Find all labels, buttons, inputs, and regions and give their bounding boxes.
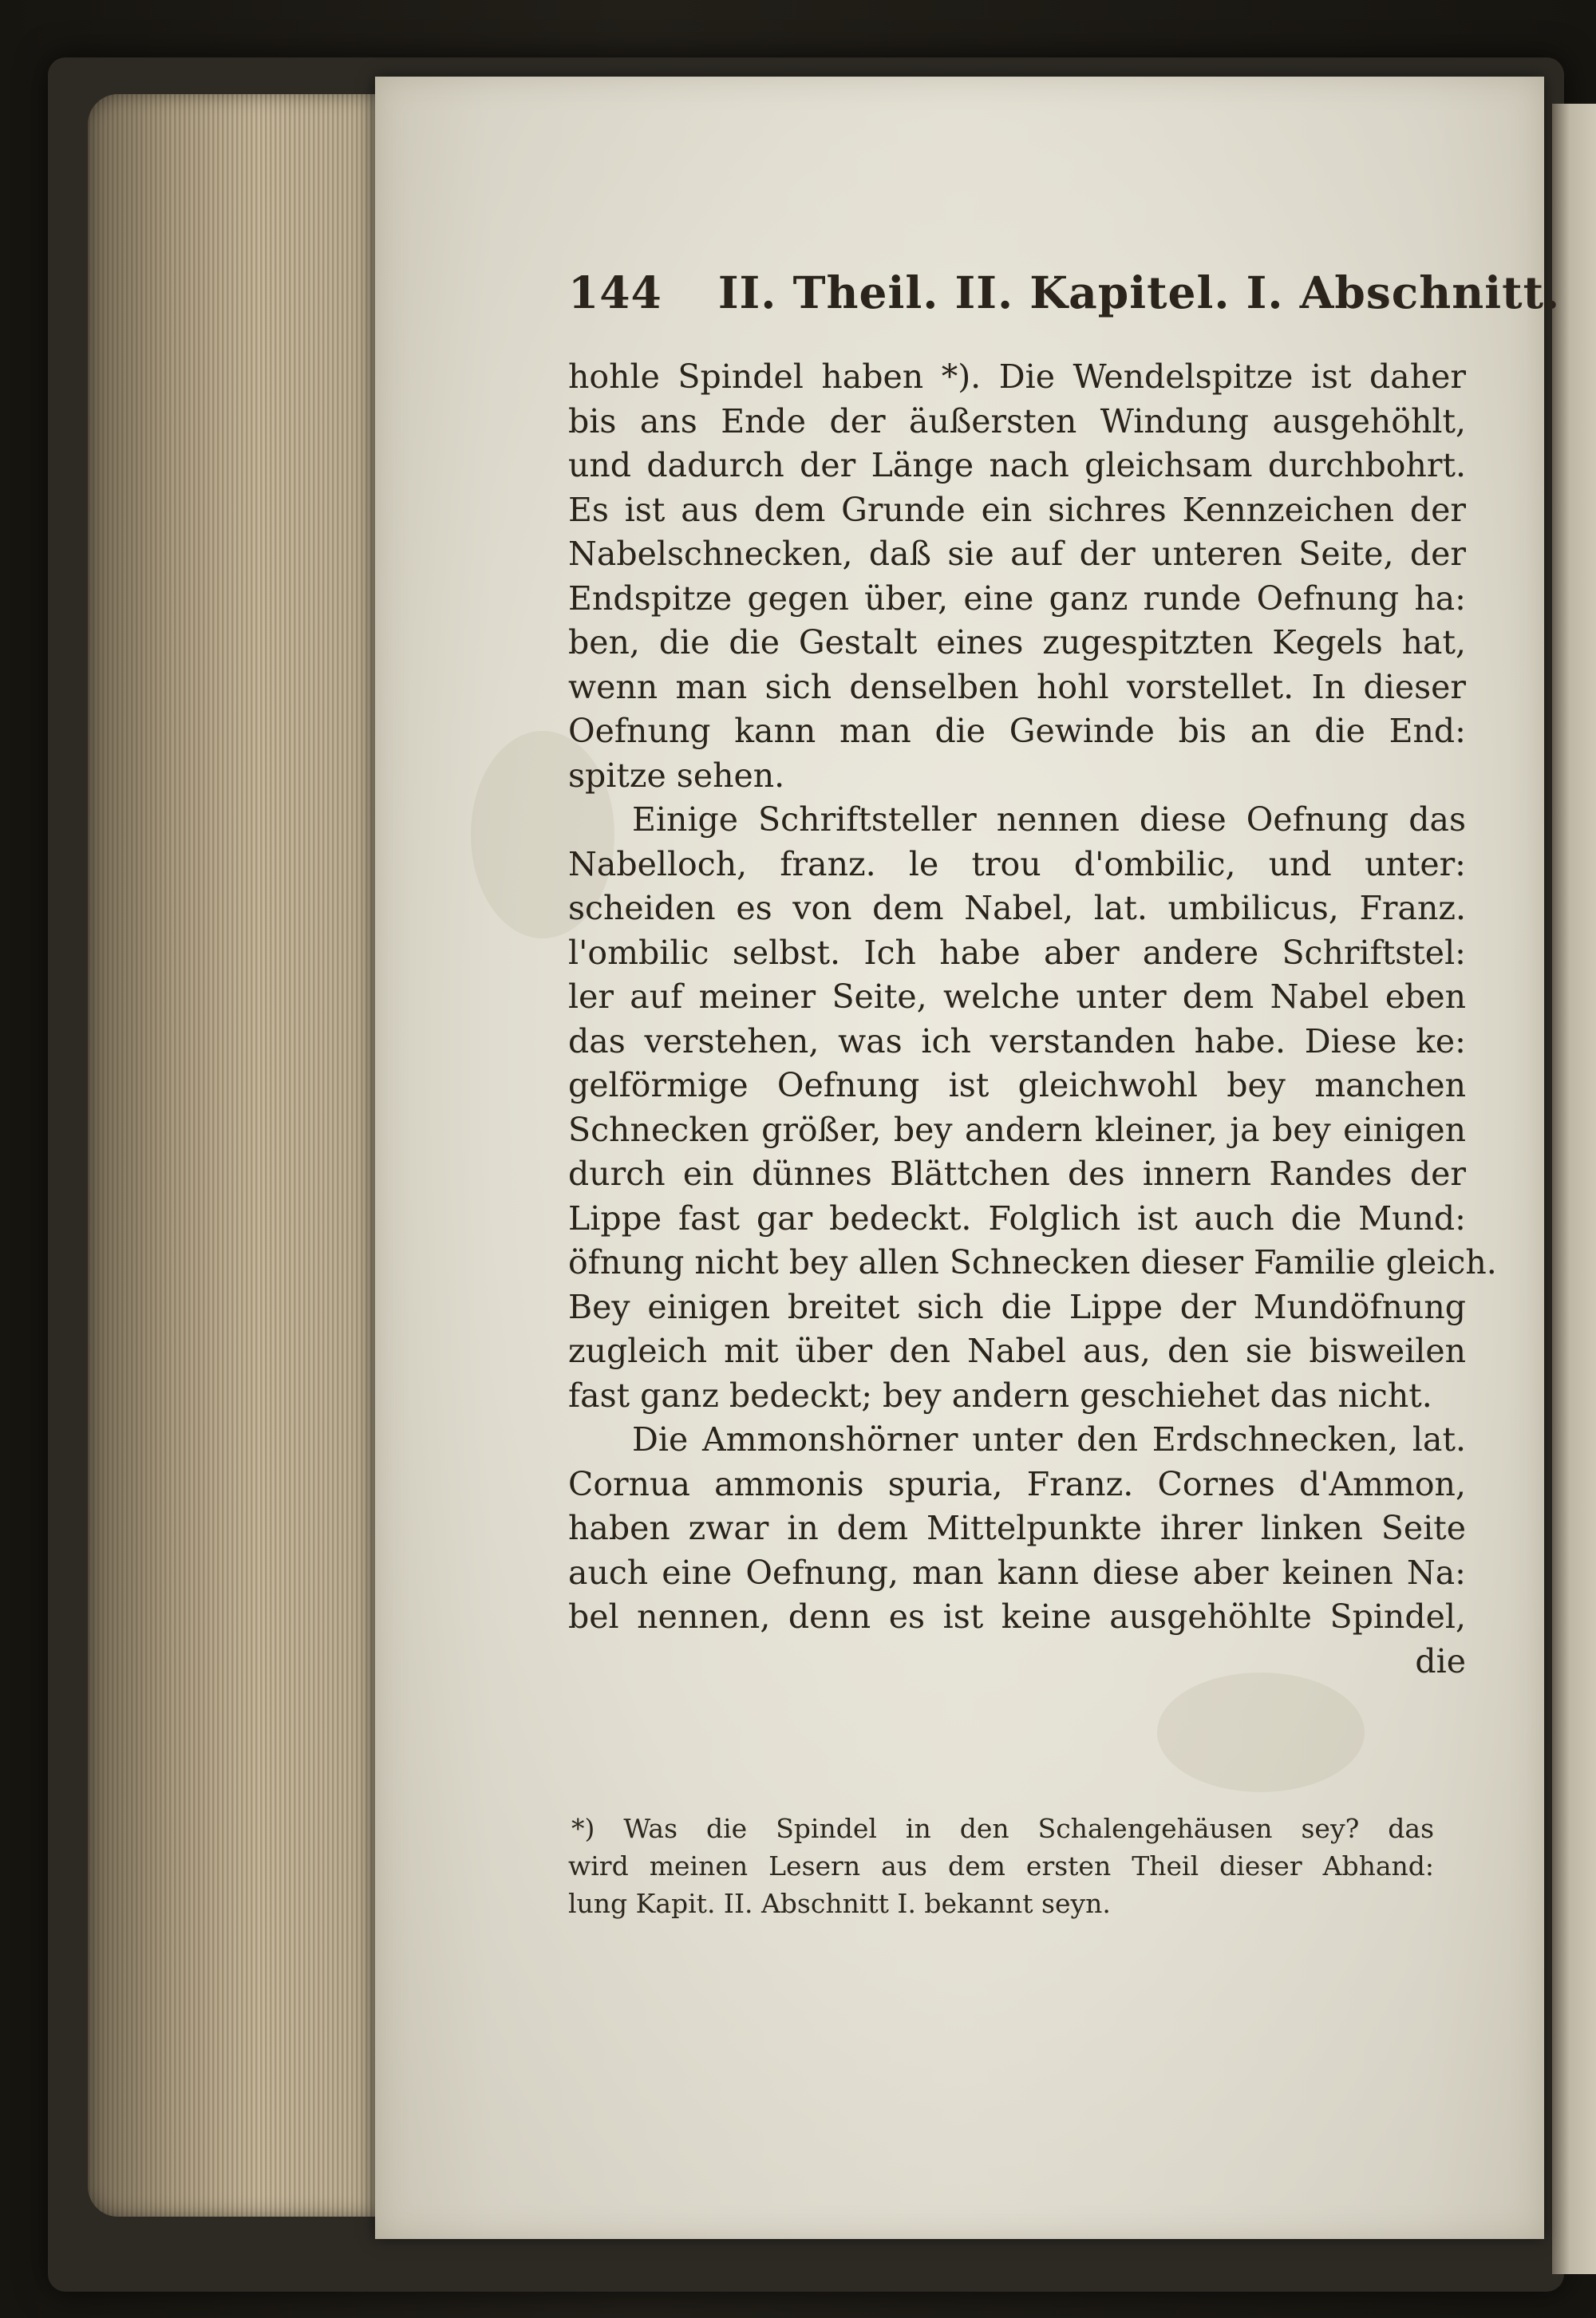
body-text xyxy=(568,355,1497,1684)
text-line: wenn man sich denselben hohl vorstellet. In dieser xyxy=(568,667,1466,706)
catchword: die xyxy=(1415,1641,1466,1680)
text-line: das verstehen, was ich verstanden habe. Diese ke: xyxy=(568,1021,1466,1060)
text-line: scheiden es von dem Nabel, lat. umbilicus, Franz. xyxy=(568,889,1466,927)
text-line: l'ombilic selbst. Ich habe aber andere Schriftstel: xyxy=(568,933,1466,972)
text-line: hohle Spindel haben *). Die Wendelspitze ist daher xyxy=(568,357,1466,396)
text-line: Es ist aus dem Grunde ein sichres Kennzeichen der xyxy=(568,490,1466,529)
running-header xyxy=(568,267,1561,318)
text-line: Lippe fast gar bedeckt. Folglich ist auch die Mund: xyxy=(568,1198,1466,1238)
page-number: 144 xyxy=(568,267,662,318)
text-line: ben, die die Gestalt eines zugespitzten Kegels hat, xyxy=(568,623,1466,661)
text-line: Nabelschnecken, daß sie auf der unteren Seite, der xyxy=(568,535,1466,573)
text-line: spitze sehen. xyxy=(568,756,785,795)
text-line: Nabelloch, franz. le trou d'ombilic, und unter: xyxy=(568,844,1466,883)
page-edges xyxy=(88,94,375,2217)
facing-page-edge xyxy=(1552,104,1596,2274)
text-line: Bey einigen breitet sich die Lippe der Mundöfnung xyxy=(568,1287,1466,1326)
text-line: ler auf meiner Seite, welche unter dem Nabel eben xyxy=(568,977,1466,1016)
text-line: Die Ammonshörner unter den Erdschnecken, lat. xyxy=(632,1420,1466,1459)
footnote-line: wird meinen Lesern aus dem ersten Theil dieser Abhand: xyxy=(568,1850,1434,1882)
text-line: Oefnung kann man die Gewinde bis an die End: xyxy=(568,712,1466,750)
paper-stain xyxy=(1157,1672,1365,1792)
footnote xyxy=(568,1810,1434,1922)
text-line: auch eine Oefnung, man kann diese aber keinen Na: xyxy=(568,1553,1466,1592)
footnote-line: lung Kapit. II. Abschnitt I. bekannt seyn. xyxy=(568,1888,1111,1919)
text-line: zugleich mit über den Nabel aus, den sie bisweilen xyxy=(568,1332,1466,1370)
text-line: haben zwar in dem Mittelpunkte ihrer linken Seite xyxy=(568,1509,1466,1547)
text-line: und dadurch der Länge nach gleichsam durchbohrt. xyxy=(568,446,1466,484)
text-line: Cornua ammonis spuria, Franz. Cornes d'Ammon, xyxy=(568,1464,1466,1503)
text-line: Schnecken größer, bey andern kleiner, ja bey einigen xyxy=(568,1110,1466,1149)
text-line: fast ganz bedeckt; bey andern geschiehet das nicht. xyxy=(568,1376,1432,1415)
text-line: gelförmige Oefnung ist gleichwohl bey manchen xyxy=(568,1066,1466,1104)
footnote-line: *) Was die Spindel in den Schalengehäusen sey? das xyxy=(571,1813,1434,1844)
running-title: II. Theil. II. Kapitel. I. Abschnitt. xyxy=(717,267,1561,318)
text-line: durch ein dünnes Blättchen des innern Randes der xyxy=(568,1155,1466,1193)
text-line: öfnung nicht bey allen Schnecken dieser Familie gleich. xyxy=(568,1243,1497,1281)
text-line: Endspitze gegen über, eine ganz runde Oefnung ha: xyxy=(568,579,1466,618)
text-line: bis ans Ende der äußersten Windung ausgehöhlt, xyxy=(568,401,1466,440)
text-line: bel nennen, denn es ist keine ausgehöhlte Spindel, xyxy=(568,1597,1466,1636)
text-line: Einige Schriftsteller nennen diese Oefnung das xyxy=(632,800,1466,839)
